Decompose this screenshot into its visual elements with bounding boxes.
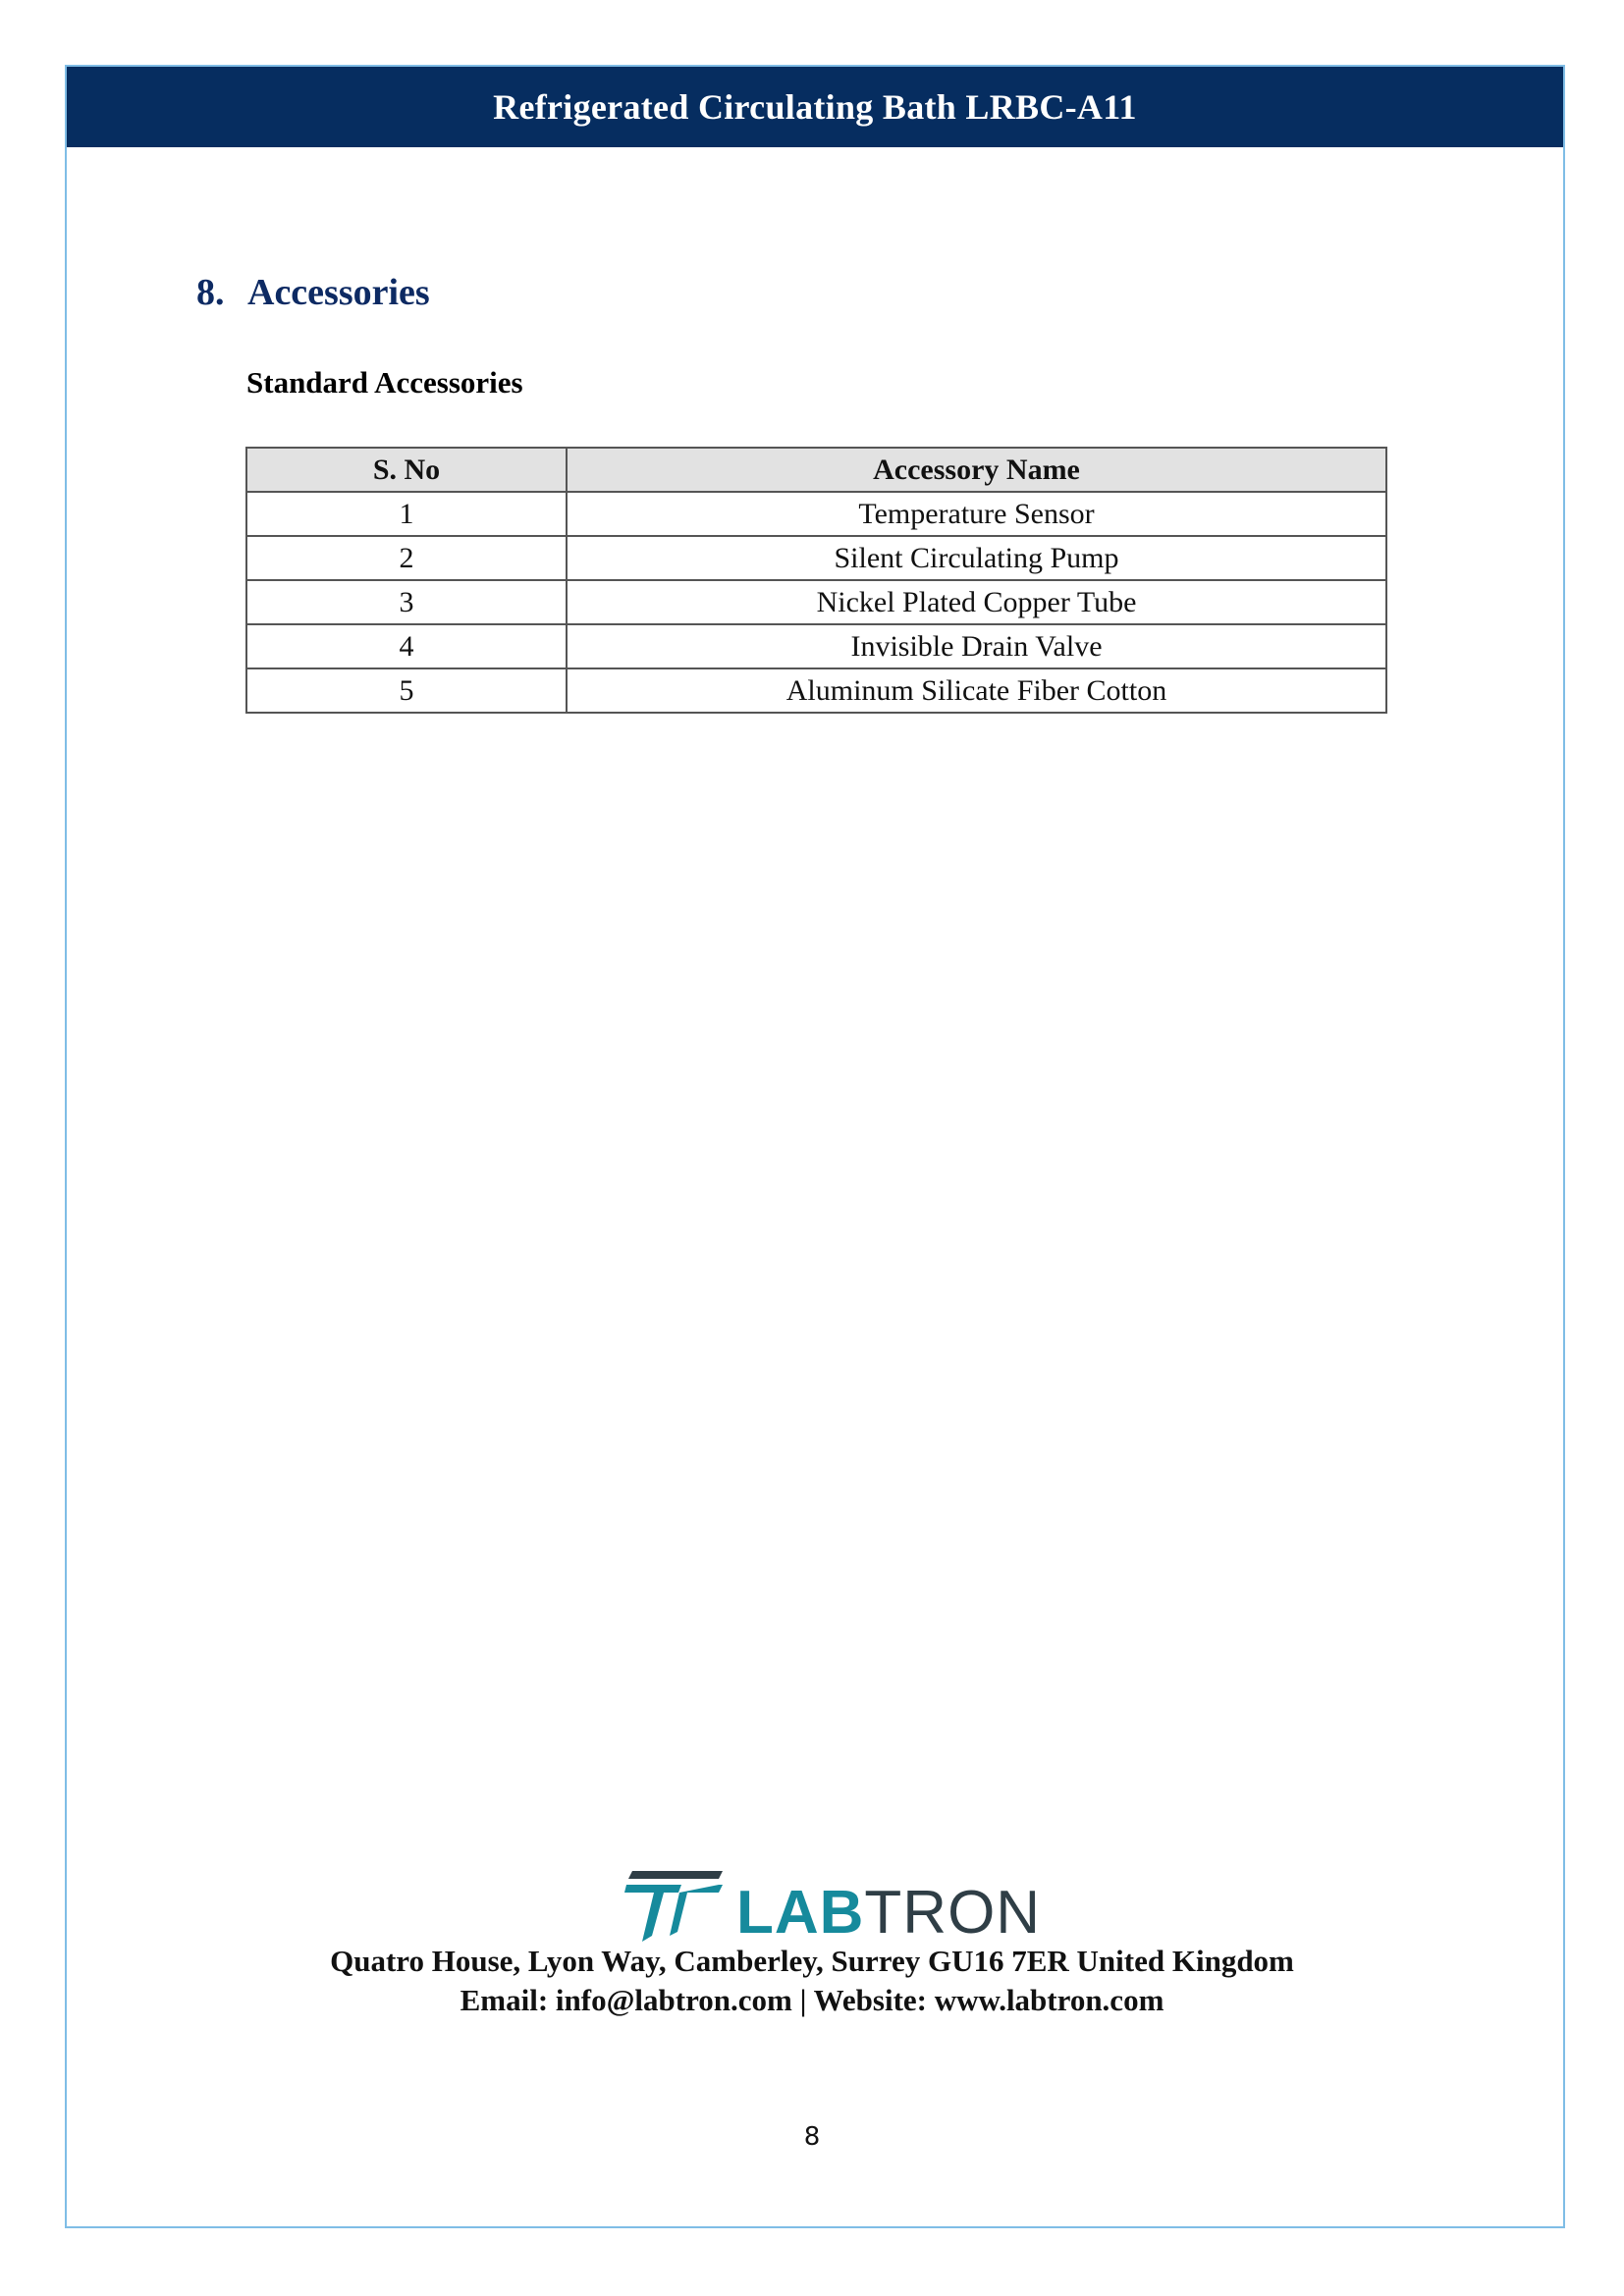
table-row (246, 536, 1386, 580)
accessories-table (245, 447, 1387, 714)
table-row (246, 624, 1386, 668)
cell-accessory: Silent Circulating Pump (567, 536, 1386, 580)
section-heading (196, 271, 430, 314)
table-row (246, 580, 1386, 624)
document-title: Refrigerated Circulating Bath LRBC-A11 (493, 87, 1137, 127)
cell-sno: 2 (246, 536, 567, 580)
section-number: 8. (196, 272, 225, 313)
section-title: Accessories (247, 272, 430, 313)
cell-accessory: Invisible Drain Valve (567, 624, 1386, 668)
table-row (246, 668, 1386, 713)
company-contact: Email: info@labtron.com | Website: www.labtron.com (460, 1983, 1164, 2017)
header-bar (67, 67, 1563, 147)
table-header-row (246, 448, 1386, 492)
company-address: Quatro House, Lyon Way, Camberley, Surrey GU16 7ER United Kingdom (330, 1944, 1294, 1978)
column-header-accessory: Accessory Name (567, 448, 1386, 492)
logo-wordmark: LABTRON (736, 1879, 1042, 1947)
cell-accessory: Aluminum Silicate Fiber Cotton (567, 668, 1386, 713)
labtron-logo-icon (624, 1871, 723, 1944)
cell-sno: 4 (246, 624, 567, 668)
labtron-logo (624, 1871, 1042, 1947)
subsection-heading: Standard Accessories (246, 365, 523, 400)
cell-accessory: Temperature Sensor (567, 492, 1386, 536)
cell-sno: 5 (246, 668, 567, 713)
column-header-sno: S. No (246, 448, 567, 492)
cell-sno: 3 (246, 580, 567, 624)
table-row (246, 492, 1386, 536)
page-number: 8 (803, 2122, 821, 2152)
cell-accessory: Nickel Plated Copper Tube (567, 580, 1386, 624)
cell-sno: 1 (246, 492, 567, 536)
